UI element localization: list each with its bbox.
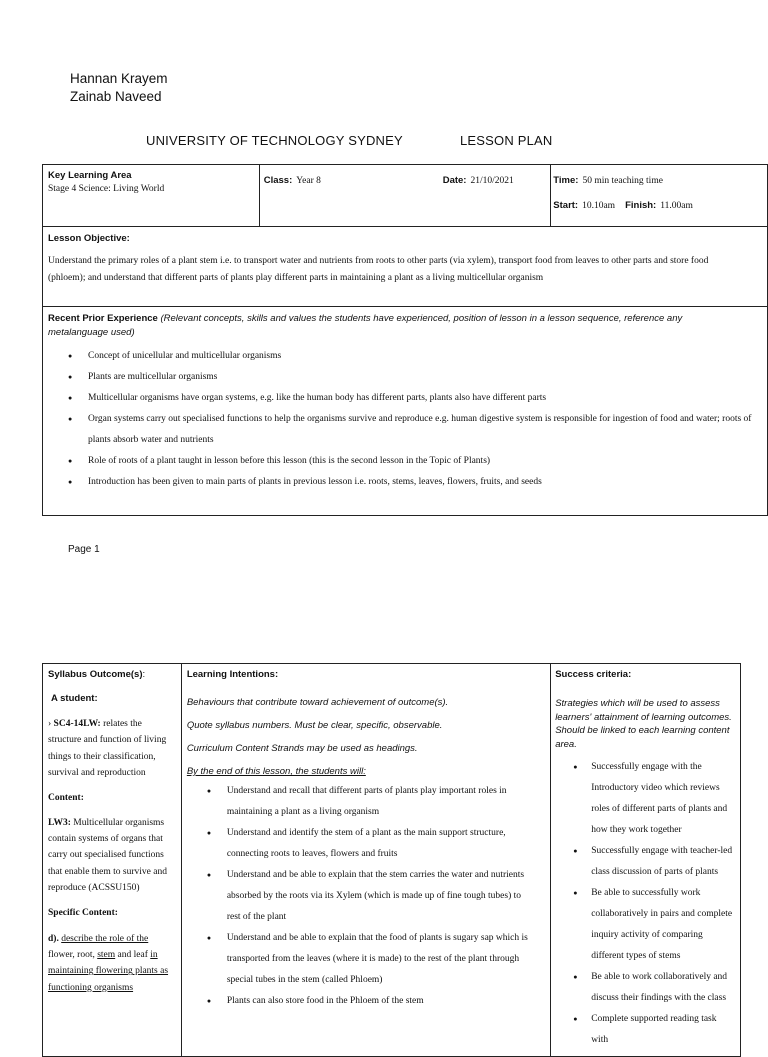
time-cell bbox=[551, 165, 768, 227]
d-text: flower, root, bbox=[48, 949, 98, 960]
time-label: Time: bbox=[553, 175, 579, 186]
intentions-line: Quote syllabus numbers. Must be clear, specific, observable. bbox=[186, 720, 443, 731]
lesson-objective-label: Lesson Objective: bbox=[48, 233, 130, 244]
authors bbox=[70, 70, 168, 106]
prior-experience-list bbox=[48, 346, 762, 493]
lesson-objective-cell bbox=[43, 227, 768, 307]
sc-text: relates the structure and function of living things to their classification, survival and reproduction bbox=[48, 719, 167, 778]
sc-code: SC4-14LW: bbox=[53, 719, 101, 729]
intentions-line: By the end of this lesson, the students will: bbox=[186, 766, 366, 777]
finish-value: 11.00am bbox=[660, 201, 693, 211]
list-item: ● Understand and be able to explain that the stem carries the water and nutrients absorbed by the roots via its Xylem (which is made up of fine tough tubes) to rest of the plant bbox=[227, 865, 535, 928]
learning-intentions-cell bbox=[181, 664, 550, 1057]
list-item: ● Organ systems carry out specialised functions to help the organisms survive and reproduce e.g. human digestive system is responsible for ingestion of food and water; roots of plants absorb water and nutrients bbox=[88, 409, 762, 451]
list-item: ● Introduction has been given to main parts of plants in previous lesson i.e. roots, stems, leaves, flowers, fruits, and seeds bbox=[88, 472, 762, 493]
syllabus-outcomes-label: Syllabus Outcome(s) bbox=[48, 669, 143, 680]
d-text-underlined: describe the role of the bbox=[61, 933, 149, 944]
list-item: ● Role of roots of a plant taught in lesson before this lesson (this is the second lesson in the Topic of Plants) bbox=[88, 451, 762, 472]
lesson-plan-title: LESSON PLAN bbox=[460, 133, 553, 148]
list-item: ● Plants are multicellular organisms bbox=[88, 367, 762, 388]
list-item: ● Complete supported reading task with bbox=[591, 1009, 734, 1051]
success-criteria-cell bbox=[551, 664, 741, 1057]
kla-label: Key Learning Area bbox=[48, 170, 132, 181]
finish-label: Finish: bbox=[625, 200, 657, 211]
list-item: ● Be able to work collaboratively and discuss their findings with the class bbox=[591, 967, 734, 1009]
class-value: Year 8 bbox=[296, 176, 321, 186]
list-item: ● Plants can also store food in the Phloem of the stem bbox=[227, 991, 535, 1012]
d-label: d). bbox=[48, 933, 59, 944]
start-value: 10.10am bbox=[582, 201, 616, 211]
start-label: Start: bbox=[553, 200, 579, 211]
d-maintaining: maintaining flowering plants as functioning organisms bbox=[48, 966, 169, 993]
d-stem: stem bbox=[97, 949, 116, 960]
syllabus-outcomes-cell bbox=[43, 664, 182, 1057]
success-criteria-list bbox=[555, 757, 736, 1051]
list-item: ● Be able to successfully work collaboratively in pairs and complete inquiry activity of comparing different types of stems bbox=[591, 883, 734, 967]
intentions-line: Behaviours that contribute toward achievement of outcome(s). bbox=[186, 697, 449, 708]
lw-text: Multicellular organisms contain systems of organs that carry out specialised functions that enable them to survive and reproduce (ACSSU150) bbox=[48, 817, 167, 893]
success-criteria-note: Strategies which will be used to assess learners' attainment of learning outcomes. Should be linked to each learning content area. bbox=[555, 698, 732, 750]
lw-code: LW3: bbox=[48, 817, 71, 828]
list-item: ● Multicellular organisms have organ systems, e.g. like the human body has different parts, plants also have different parts bbox=[88, 388, 762, 409]
outcomes-table bbox=[42, 663, 741, 1057]
d-in: in bbox=[150, 949, 158, 960]
list-item: ● Successfully engage with teacher-led class discussion of parts of plants bbox=[591, 841, 734, 883]
time-value: 50 min teaching time bbox=[582, 176, 663, 186]
date-label: Date: bbox=[442, 175, 467, 186]
lesson-objective-text: Understand the primary roles of a plant stem i.e. to transport water and nutrients from roots to other parts (via xylem), transport food from leaves to other parts and store food (phloem); and understand that different parts of plants play different parts in maintaining a plant as a living multicellular organism bbox=[48, 256, 709, 283]
author-name: Zainab Naveed bbox=[70, 89, 162, 104]
success-criteria-label: Success criteria: bbox=[555, 669, 632, 680]
prior-experience-cell bbox=[43, 307, 768, 516]
kla-value: Stage 4 Science: Living World bbox=[48, 184, 165, 194]
class-date-cell bbox=[259, 165, 551, 227]
class-label: Class: bbox=[263, 175, 293, 186]
prior-experience-label: Recent Prior Experience bbox=[48, 313, 158, 324]
lw3-outcome bbox=[48, 815, 176, 896]
list-item: ● Understand and be able to explain that the food of plants is sugary sap which is transported from the leaves (where it is made) to the rest of the plant through special tubes in the stem (called Phloem) bbox=[227, 928, 535, 991]
institution-title: UNIVERSITY OF TECHNOLOGY SYDNEY bbox=[146, 133, 403, 148]
specific-content-label: Specific Content: bbox=[48, 908, 118, 919]
sc-prefix: › bbox=[48, 719, 54, 729]
prior-experience-note: (Relevant concepts, skills and values the students have experienced, position of lesson in a lesson sequence, reference any metalanguage used) bbox=[48, 313, 683, 338]
syllabus-outcomes-colon: : bbox=[142, 669, 146, 680]
learning-intentions-list bbox=[187, 781, 545, 1012]
intentions-line: Curriculum Content Strands may be used as headings. bbox=[186, 743, 418, 754]
kla-cell bbox=[43, 165, 260, 227]
date-value: 21/10/2021 bbox=[470, 176, 514, 186]
list-item: ● Understand and recall that different parts of plants play important roles in maintaining a plant as a living organism bbox=[227, 781, 535, 823]
list-item: ● Successfully engage with the Introductory video which reviews roles of different parts of plants and how they work together bbox=[591, 757, 734, 841]
d-text-leaf: and leaf bbox=[115, 949, 151, 960]
page-number: Page 1 bbox=[68, 544, 100, 555]
lesson-info-table bbox=[42, 164, 768, 516]
specific-content-d bbox=[48, 931, 176, 996]
author-name: Hannan Krayem bbox=[70, 71, 168, 86]
student-label: A student: bbox=[51, 693, 98, 704]
learning-intentions-label: Learning Intentions: bbox=[186, 669, 279, 680]
list-item: ● Understand and identify the stem of a plant as the main support structure, connecting roots to leaves, flowers and fruits bbox=[227, 823, 535, 865]
sc-outcome bbox=[48, 716, 176, 781]
list-item: ● Concept of unicellular and multicellular organisms bbox=[88, 346, 762, 367]
content-label: Content: bbox=[48, 793, 84, 804]
